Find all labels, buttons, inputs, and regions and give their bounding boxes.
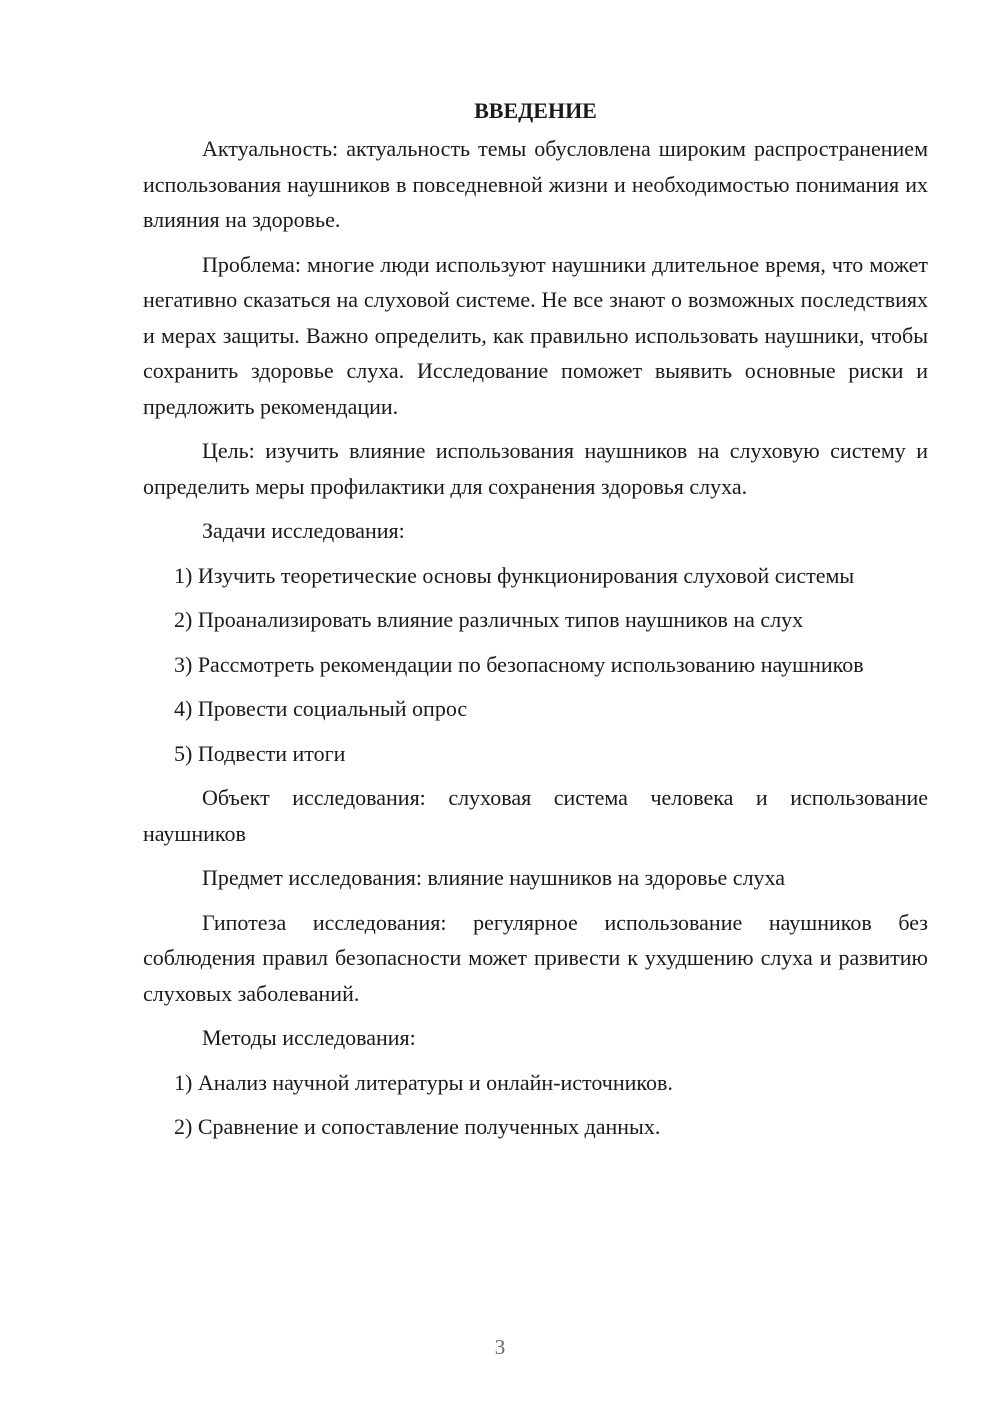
- task-item-1: 1) Изучить теоретические основы функционирования слуховой системы: [174, 562, 855, 588]
- paragraph-goal: Цель: изучить влияние использования наушников на слуховую систему и определить меры профилактики для сохранения здоровья слуха.: [143, 438, 928, 499]
- paragraph-object: Объект исследования: слуховая система человека и использование наушников: [143, 785, 928, 846]
- page-number: 3: [494, 1335, 506, 1359]
- paragraph-problem: Проблема: многие люди используют наушники длительное время, что может негативно сказаться на слуховой системе. Не все знают о возможных последствиях и мерах защиты. Важно определить, как правильно использовать наушники, чтобы сохранить здоровье слуха. Исследование поможет выявить основные риски и предложить рекомендации.: [143, 251, 928, 419]
- task-item-2: 2) Проанализировать влияние различных типов наушников на слух: [174, 607, 804, 632]
- paragraph-methods-heading: Методы исследования:: [202, 1025, 416, 1050]
- paragraph-subject: Предмет исследования: влияние наушников на здоровье слуха: [202, 865, 786, 890]
- section-title: ВВЕДЕНИЕ: [474, 98, 597, 123]
- method-item-2: 2) Сравнение и сопоставление полученных данных.: [174, 1114, 661, 1139]
- paragraph-relevance: Актуальность: актуальность темы обусловлена широким распространением использования наушников в повседневной жизни и необходимостью понимания их влияния на здоровье.: [143, 136, 928, 232]
- paragraph-tasks-heading: Задачи исследования:: [202, 518, 405, 543]
- paragraph-hypothesis: Гипотеза исследования: регулярное использование наушников без соблюдения правил безопасности может привести к ухудшению слуха и развитию слуховых заболеваний.: [143, 909, 928, 1006]
- task-item-4: 4) Провести социальный опрос: [174, 696, 468, 721]
- document-page: [143, 95, 928, 1154]
- method-item-1: 1) Анализ научной литературы и онлайн-источников.: [174, 1069, 673, 1095]
- task-item-5: 5) Подвести итоги: [174, 740, 346, 766]
- task-item-3: 3) Рассмотреть рекомендации по безопасному использованию наушников: [174, 651, 864, 677]
